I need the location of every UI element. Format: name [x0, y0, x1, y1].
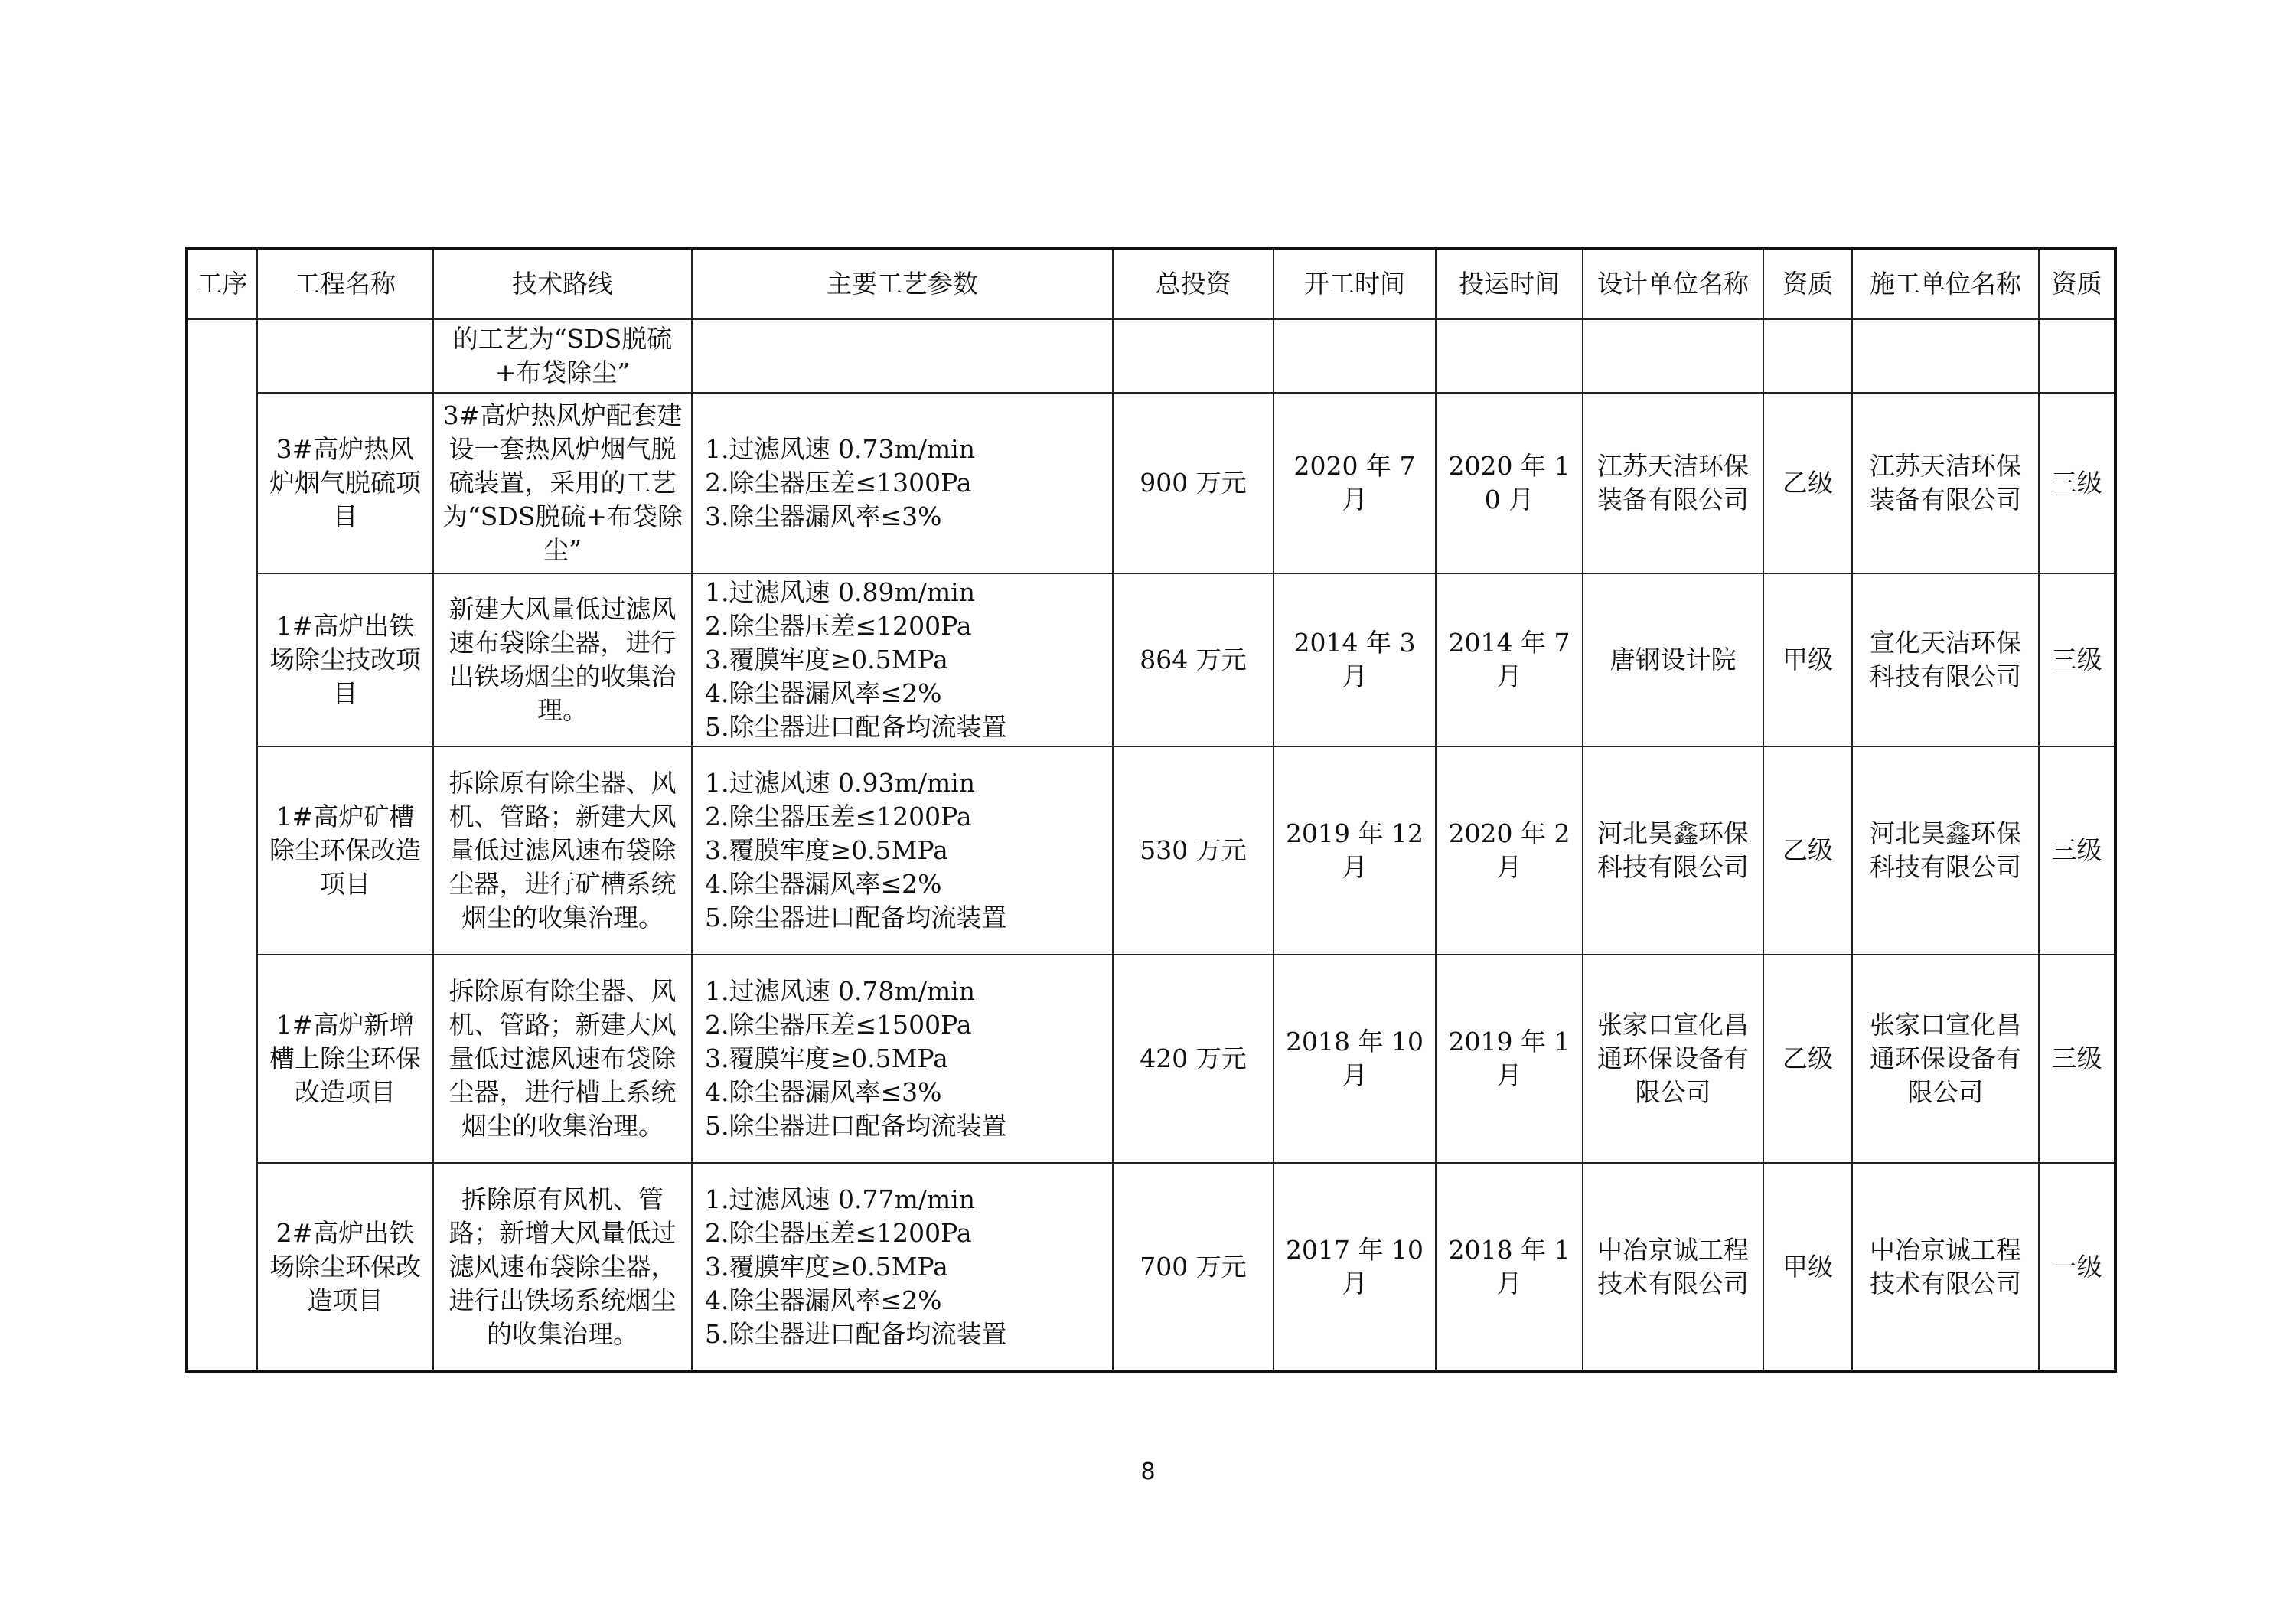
route-cell: 拆除原有风机、管路；新增大风量低过滤风速布袋除尘器，进行出铁场系统烟尘的收集治理。: [433, 1163, 692, 1371]
name-cell: 1#高炉矿槽除尘环保改造项目: [257, 746, 433, 955]
header-route: 技术路线: [433, 248, 692, 319]
continuation-params-cell: [692, 319, 1113, 393]
continuation-name-cell: [257, 319, 433, 393]
route-cell: 拆除原有除尘器、风机、管路；新建大风量低过滤风速布袋除尘器，进行槽上系统烟尘的收集治理。: [433, 955, 692, 1163]
params-cell: [692, 746, 1113, 955]
designer-cell: 唐钢设计院: [1583, 573, 1763, 746]
header-seq: 工序: [187, 248, 257, 319]
params-cell: [692, 393, 1113, 573]
param-line: 1.过滤风速 0.78m/min: [705, 976, 975, 1006]
seq-cell: [187, 319, 257, 1371]
header-params: 主要工艺参数: [692, 248, 1113, 319]
header-designer: 设计单位名称: [1583, 248, 1763, 319]
builder-grade-cell: 一级: [2039, 1163, 2115, 1371]
continuation-row: [187, 319, 2115, 393]
param-line: 2.除尘器压差≤1200Pa: [705, 802, 972, 831]
route-cell: 3#高炉热风炉配套建设一套热风炉烟气脱硫装置，采用的工艺为“SDS脱硫+布袋除尘”: [433, 393, 692, 573]
table-row: [187, 746, 2115, 955]
param-line: 1.过滤风速 0.89m/min: [705, 577, 975, 607]
table-row: [187, 955, 2115, 1163]
table-row: [187, 1163, 2115, 1371]
param-line: 5.除尘器进口配备均流装置: [705, 712, 1007, 742]
header-start: 开工时间: [1274, 248, 1436, 319]
param-line: 1.过滤风速 0.73m/min: [705, 434, 975, 464]
project-table: [185, 247, 2117, 1373]
operate-cell: 2020 年 10 月: [1436, 393, 1583, 573]
name-cell: 2#高炉出铁场除尘环保改造项目: [257, 1163, 433, 1371]
builder-cell: 宣化天洁环保科技有限公司: [1852, 573, 2039, 746]
builder-cell: 河北昊鑫环保科技有限公司: [1852, 746, 2039, 955]
param-line: 2.除尘器压差≤1200Pa: [705, 1217, 972, 1248]
designer-grade-cell: 乙级: [1763, 955, 1852, 1163]
page-number: 8: [1140, 1458, 1156, 1485]
param-line: 4.除尘器漏风率≤2%: [705, 1285, 942, 1315]
header-invest: 总投资: [1113, 248, 1274, 319]
operate-cell: 2018 年 1 月: [1436, 1163, 1583, 1371]
header-builder-grade: 资质: [2039, 248, 2115, 319]
params-cell: [692, 573, 1113, 746]
continuation-start-cell: [1274, 319, 1436, 393]
designer-grade-cell: 乙级: [1763, 393, 1852, 573]
start-cell: 2020 年 7 月: [1274, 393, 1436, 573]
param-line: 1.过滤风速 0.77m/min: [705, 1184, 975, 1214]
designer-cell: 中冶京诚工程技术有限公司: [1583, 1163, 1763, 1371]
designer-grade-cell: 乙级: [1763, 746, 1852, 955]
builder-cell: 江苏天洁环保装备有限公司: [1852, 393, 2039, 573]
param-line: 2.除尘器压差≤1200Pa: [705, 611, 972, 641]
table-row: [187, 573, 2115, 746]
param-line: 4.除尘器漏风率≤2%: [705, 678, 942, 708]
start-cell: 2019 年 12 月: [1274, 746, 1436, 955]
params-cell: [692, 955, 1113, 1163]
name-cell: 1#高炉出铁场除尘技改项目: [257, 573, 433, 746]
operate-cell: 2019 年 1 月: [1436, 955, 1583, 1163]
param-line: 3.覆膜牢度≥0.5MPa: [705, 1251, 948, 1282]
builder-grade-cell: 三级: [2039, 573, 2115, 746]
invest-cell: 420 万元: [1113, 955, 1274, 1163]
operate-cell: 2014 年 7 月: [1436, 573, 1583, 746]
start-cell: 2017 年 10 月: [1274, 1163, 1436, 1371]
continuation-operate-cell: [1436, 319, 1583, 393]
table-row: [187, 393, 2115, 573]
continuation-invest-cell: [1113, 319, 1274, 393]
builder-cell: 张家口宣化昌通环保设备有限公司: [1852, 955, 2039, 1163]
operate-cell: 2020 年 2 月: [1436, 746, 1583, 955]
builder-grade-cell: 三级: [2039, 746, 2115, 955]
param-line: 5.除尘器进口配备均流装置: [705, 1111, 1007, 1141]
param-line: 4.除尘器漏风率≤2%: [705, 869, 942, 899]
name-cell: 3#高炉热风炉烟气脱硫项目: [257, 393, 433, 573]
header-operate: 投运时间: [1436, 248, 1583, 319]
param-line: 2.除尘器压差≤1500Pa: [705, 1010, 972, 1040]
table-body: [187, 319, 2115, 1371]
param-line: 3.覆膜牢度≥0.5MPa: [705, 835, 948, 865]
builder-grade-cell: 三级: [2039, 955, 2115, 1163]
name-cell: 1#高炉新增槽上除尘环保改造项目: [257, 955, 433, 1163]
params-cell: [692, 1163, 1113, 1371]
param-line: 5.除尘器进口配备均流装置: [705, 1318, 1007, 1349]
invest-cell: 864 万元: [1113, 573, 1274, 746]
header-designer-grade: 资质: [1763, 248, 1852, 319]
param-line: 1.过滤风速 0.93m/min: [705, 768, 975, 798]
continuation-route-cell: 的工艺为“SDS脱硫+布袋除尘”: [433, 319, 692, 393]
param-line: 5.除尘器进口配备均流装置: [705, 903, 1007, 932]
param-line: 3.覆膜牢度≥0.5MPa: [705, 1043, 948, 1073]
continuation-designer-grade-cell: [1763, 319, 1852, 393]
designer-grade-cell: 甲级: [1763, 573, 1852, 746]
builder-cell: 中冶京诚工程技术有限公司: [1852, 1163, 2039, 1371]
continuation-builder-cell: [1852, 319, 2039, 393]
invest-cell: 530 万元: [1113, 746, 1274, 955]
param-line: 4.除尘器漏风率≤3%: [705, 1077, 942, 1107]
param-line: 3.覆膜牢度≥0.5MPa: [705, 645, 948, 674]
param-line: 3.除尘器漏风率≤3%: [705, 501, 942, 531]
designer-cell: 江苏天洁环保装备有限公司: [1583, 393, 1763, 573]
header-row: [187, 248, 2115, 319]
designer-grade-cell: 甲级: [1763, 1163, 1852, 1371]
start-cell: 2018 年 10 月: [1274, 955, 1436, 1163]
designer-cell: 河北昊鑫环保科技有限公司: [1583, 746, 1763, 955]
invest-cell: 900 万元: [1113, 393, 1274, 573]
designer-cell: 张家口宣化昌通环保设备有限公司: [1583, 955, 1763, 1163]
route-cell: 拆除原有除尘器、风机、管路；新建大风量低过滤风速布袋除尘器，进行矿槽系统烟尘的收集治理。: [433, 746, 692, 955]
builder-grade-cell: 三级: [2039, 393, 2115, 573]
start-cell: 2014 年 3 月: [1274, 573, 1436, 746]
continuation-designer-cell: [1583, 319, 1763, 393]
route-cell: 新建大风量低过滤风速布袋除尘器，进行出铁场烟尘的收集治理。: [433, 573, 692, 746]
continuation-builder-grade-cell: [2039, 319, 2115, 393]
header-builder: 施工单位名称: [1852, 248, 2039, 319]
param-line: 2.除尘器压差≤1300Pa: [705, 468, 972, 498]
invest-cell: 700 万元: [1113, 1163, 1274, 1371]
header-name: 工程名称: [257, 248, 433, 319]
